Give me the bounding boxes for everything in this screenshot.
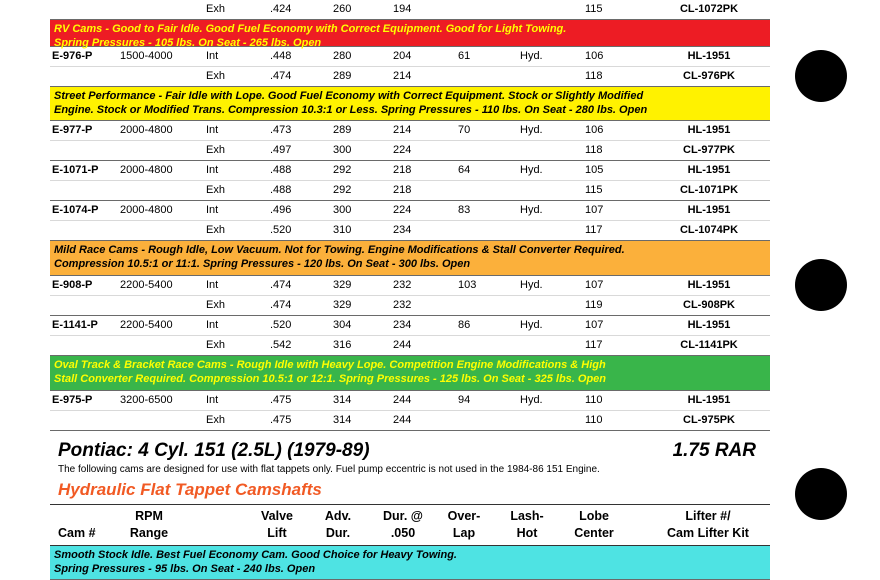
valve-type-cell: Int bbox=[206, 124, 219, 136]
valve-lift-cell: .475 bbox=[270, 414, 292, 426]
valve-type-cell: Exh bbox=[206, 144, 225, 156]
header-adv bbox=[318, 508, 358, 542]
valve-lift-cell: .488 bbox=[270, 164, 292, 176]
valve-type-cell: Int bbox=[206, 394, 219, 406]
advertised-duration-cell: 316 bbox=[333, 339, 352, 351]
group-rv bbox=[50, 47, 770, 87]
binder-hole bbox=[795, 259, 847, 311]
advertised-duration-cell: 289 bbox=[333, 124, 352, 136]
advertised-duration-cell: 314 bbox=[333, 394, 352, 406]
valve-type-cell: Exh bbox=[206, 299, 225, 311]
band-smooth-stock bbox=[50, 546, 770, 580]
lifter-kit-cell: CL-1141PK bbox=[680, 339, 738, 351]
advertised-duration-cell: 300 bbox=[333, 144, 352, 156]
overlap-cell: 86 bbox=[458, 319, 471, 331]
cam-number-cell: E-975-P bbox=[52, 394, 93, 406]
header-line: Adv. bbox=[324, 509, 352, 523]
table-row bbox=[50, 391, 770, 411]
valve-type-cell: Int bbox=[206, 279, 219, 291]
cam-number-cell: E-977-P bbox=[52, 124, 93, 136]
valve-lift-cell: .520 bbox=[270, 319, 292, 331]
lash-cell: Hyd. bbox=[520, 50, 543, 62]
valve-lift-cell: .542 bbox=[270, 339, 292, 351]
header-line: Cam Lifter Kit bbox=[667, 526, 749, 540]
advertised-duration-cell: 300 bbox=[333, 204, 352, 216]
header-line: Dur. bbox=[325, 526, 351, 540]
duration-at-050-cell: 194 bbox=[393, 3, 412, 15]
table-row bbox=[50, 411, 770, 431]
valve-lift-cell: .424 bbox=[270, 3, 292, 15]
duration-at-050-cell: 232 bbox=[393, 279, 412, 291]
valve-lift-cell: .488 bbox=[270, 184, 292, 196]
advertised-duration-cell: 260 bbox=[333, 3, 352, 15]
rpm-range-cell: 2000-4800 bbox=[120, 164, 173, 176]
table-row bbox=[50, 121, 770, 141]
band-rv-cams bbox=[50, 20, 770, 47]
band-line-1: Smooth Stock Idle. Best Fuel Economy Cam. Good Choice for Heavy Towing. bbox=[54, 549, 457, 561]
lobe-center-cell: 118 bbox=[585, 70, 603, 82]
lifter-kit-cell: HL-1951 bbox=[687, 164, 731, 176]
lobe-center-cell: 117 bbox=[585, 224, 603, 236]
duration-at-050-cell: 244 bbox=[393, 339, 412, 351]
band-line-2: Engine. Stock or Modified Trans. Compression 10.3:1 or Less. Spring Pressures - 110 lbs. On Seat - 280 lbs. Open bbox=[54, 103, 648, 116]
lifter-kit-cell: HL-1951 bbox=[687, 124, 731, 136]
lobe-center-cell: 119 bbox=[585, 299, 603, 311]
table-row bbox=[50, 316, 770, 336]
table-row bbox=[50, 276, 770, 296]
lobe-center-cell: 106 bbox=[585, 124, 604, 136]
table-row bbox=[50, 336, 770, 356]
overlap-cell: 70 bbox=[458, 124, 471, 136]
band-line-1: Mild Race Cams - Rough Idle, Low Vacuum. Not for Towing. Engine Modifications & Stall Converter Required. bbox=[54, 244, 625, 256]
band-line-1: Oval Track & Bracket Race Cams - Rough Idle with Heavy Lope. Competition Engine Modifications & High bbox=[54, 359, 606, 371]
cam-spec-sheet bbox=[50, 0, 770, 580]
advertised-duration-cell: 292 bbox=[333, 184, 352, 196]
lifter-kit-cell: HL-1951 bbox=[687, 204, 731, 216]
header-dur bbox=[375, 508, 431, 542]
overlap-cell: 103 bbox=[458, 279, 477, 291]
group-top bbox=[50, 0, 770, 20]
valve-type-cell: Exh bbox=[206, 339, 225, 351]
lobe-center-cell: 115 bbox=[585, 184, 603, 196]
valve-lift-cell: .474 bbox=[270, 70, 292, 82]
group-oval bbox=[50, 391, 770, 431]
lobe-center-cell: 105 bbox=[585, 164, 604, 176]
band-street-performance bbox=[50, 87, 770, 121]
rpm-range-cell: 2200-5400 bbox=[120, 319, 173, 331]
lobe-center-cell: 106 bbox=[585, 50, 604, 62]
header-cam: Cam # bbox=[58, 526, 96, 540]
header-line: RPM bbox=[135, 509, 163, 523]
header-rpm bbox=[122, 508, 176, 542]
table-row bbox=[50, 161, 770, 181]
rocker-ratio: 1.75 RAR bbox=[672, 440, 756, 461]
rpm-range-cell: 2000-4800 bbox=[120, 124, 173, 136]
engine-section-title bbox=[50, 440, 770, 464]
header-lifter bbox=[646, 508, 770, 542]
cam-number-cell: E-908-P bbox=[52, 279, 93, 291]
lobe-center-cell: 107 bbox=[585, 319, 604, 331]
cam-number-cell: E-1074-P bbox=[52, 204, 99, 216]
valve-lift-cell: .475 bbox=[270, 394, 292, 406]
table-row bbox=[50, 0, 770, 20]
lifter-kit-cell: CL-1074PK bbox=[679, 224, 739, 236]
band-line-2: Compression 10.5:1 or 11:1. Spring Pressures - 120 lbs. On Seat - 300 lbs. Open bbox=[54, 257, 471, 270]
band-line-2: Stall Converter Required. Compression 10.5:1 or 12:1. Spring Pressures - 125 lbs. On Seat - 325 lbs. Open bbox=[54, 372, 607, 385]
band-line-2: Spring Pressures - 95 lbs. On Seat - 240 lbs. Open bbox=[54, 562, 316, 575]
header-overlap bbox=[442, 508, 486, 542]
lash-cell: Hyd. bbox=[520, 319, 543, 331]
header-line: Valve bbox=[261, 509, 293, 523]
binder-hole bbox=[795, 50, 847, 102]
lobe-center-cell: 107 bbox=[585, 279, 604, 291]
camshaft-type-heading: Hydraulic Flat Tappet Camshafts bbox=[58, 480, 322, 499]
header-line: Center bbox=[574, 526, 614, 540]
valve-lift-cell: .474 bbox=[270, 299, 292, 311]
valve-lift-cell: .496 bbox=[270, 204, 292, 216]
lobe-center-cell: 118 bbox=[585, 144, 603, 156]
valve-lift-cell: .497 bbox=[270, 144, 292, 156]
duration-at-050-cell: 204 bbox=[393, 50, 412, 62]
engine-note: The following cams are designed for use with flat tappets only. Fuel pump eccentric is not used in the 1984-86 151 Engine. bbox=[58, 464, 600, 475]
header-line: Hot bbox=[516, 526, 538, 540]
header-line: Over- bbox=[447, 509, 481, 523]
lifter-kit-cell: CL-976PK bbox=[683, 70, 735, 82]
header-line: Lobe bbox=[579, 509, 609, 523]
lifter-kit-cell: HL-1951 bbox=[687, 394, 731, 406]
duration-at-050-cell: 218 bbox=[393, 164, 412, 176]
group-mild bbox=[50, 276, 770, 356]
lash-cell: Hyd. bbox=[520, 124, 543, 136]
duration-at-050-cell: 224 bbox=[393, 144, 412, 156]
band-line-1: Street Performance - Fair Idle with Lope. Good Fuel Economy with Correct Equipment. Stock or Slightly Modified bbox=[54, 90, 644, 102]
duration-at-050-cell: 244 bbox=[393, 394, 412, 406]
valve-lift-cell: .448 bbox=[270, 50, 292, 62]
lifter-kit-cell: CL-975PK bbox=[683, 414, 735, 426]
duration-at-050-cell: 214 bbox=[393, 124, 412, 136]
duration-at-050-cell: 224 bbox=[393, 204, 412, 216]
duration-at-050-cell: 218 bbox=[393, 184, 412, 196]
lash-cell: Hyd. bbox=[520, 164, 543, 176]
valve-lift-cell: .520 bbox=[270, 224, 292, 236]
engine-name: Pontiac: 4 Cyl. 151 (2.5L) (1979-89) bbox=[58, 440, 370, 461]
valve-type-cell: Int bbox=[206, 164, 219, 176]
valve-type-cell: Exh bbox=[206, 70, 225, 82]
rpm-range-cell: 2200-5400 bbox=[120, 279, 173, 291]
table-row bbox=[50, 67, 770, 87]
advertised-duration-cell: 329 bbox=[333, 279, 352, 291]
header-line: Lifter #/ bbox=[685, 509, 731, 523]
duration-at-050-cell: 234 bbox=[393, 224, 412, 236]
header-line: Dur. @ bbox=[383, 509, 423, 523]
header-lift bbox=[252, 508, 302, 542]
valve-type-cell: Exh bbox=[206, 184, 225, 196]
table-row bbox=[50, 221, 770, 241]
lash-cell: Hyd. bbox=[520, 394, 543, 406]
lobe-center-cell: 115 bbox=[585, 3, 603, 15]
lifter-kit-cell: HL-1951 bbox=[687, 50, 731, 62]
advertised-duration-cell: 310 bbox=[333, 224, 352, 236]
lifter-kit-cell: HL-1951 bbox=[687, 279, 731, 291]
band-oval-track bbox=[50, 356, 770, 391]
lifter-kit-cell: CL-1071PK bbox=[679, 184, 739, 196]
valve-type-cell: Int bbox=[206, 319, 219, 331]
table-row bbox=[50, 296, 770, 316]
overlap-cell: 64 bbox=[458, 164, 471, 176]
advertised-duration-cell: 280 bbox=[333, 50, 352, 62]
table-row bbox=[50, 47, 770, 67]
advertised-duration-cell: 289 bbox=[333, 70, 352, 82]
cam-number-cell: E-976-P bbox=[52, 50, 93, 62]
cam-number-cell: E-1141-P bbox=[52, 319, 98, 331]
lash-cell: Hyd. bbox=[520, 204, 543, 216]
rpm-range-cell: 2000-4800 bbox=[120, 204, 173, 216]
duration-at-050-cell: 234 bbox=[393, 319, 412, 331]
cam-number-cell: E-1071-P bbox=[52, 164, 99, 176]
valve-type-cell: Int bbox=[206, 204, 219, 216]
lifter-kit-cell: CL-977PK bbox=[683, 144, 735, 156]
header-line: .050 bbox=[390, 526, 416, 540]
binder-hole bbox=[795, 468, 847, 520]
lobe-center-cell: 110 bbox=[585, 414, 603, 426]
valve-type-cell: Exh bbox=[206, 3, 225, 15]
duration-at-050-cell: 214 bbox=[393, 70, 412, 82]
rpm-range-cell: 3200-6500 bbox=[120, 394, 173, 406]
header-line: Range bbox=[129, 526, 169, 540]
table-header bbox=[50, 504, 770, 546]
lobe-center-cell: 110 bbox=[585, 394, 603, 406]
header-line: Lift bbox=[267, 526, 287, 540]
overlap-cell: 83 bbox=[458, 204, 471, 216]
table-row bbox=[50, 181, 770, 201]
lifter-kit-cell: CL-1072PK bbox=[679, 3, 739, 15]
advertised-duration-cell: 314 bbox=[333, 414, 352, 426]
duration-at-050-cell: 232 bbox=[393, 299, 412, 311]
valve-lift-cell: .473 bbox=[270, 124, 292, 136]
duration-at-050-cell: 244 bbox=[393, 414, 412, 426]
group-street bbox=[50, 121, 770, 241]
rpm-range-cell: 1500-4000 bbox=[120, 50, 173, 62]
valve-type-cell: Exh bbox=[206, 224, 225, 236]
band-line-1: RV Cams - Good to Fair Idle. Good Fuel Economy with Correct Equipment. Good for Light Towing. bbox=[54, 23, 567, 35]
valve-lift-cell: .474 bbox=[270, 279, 292, 291]
lash-cell: Hyd. bbox=[520, 279, 543, 291]
header-line: Lash- bbox=[510, 509, 544, 523]
overlap-cell: 94 bbox=[458, 394, 471, 406]
band-mild-race bbox=[50, 241, 770, 276]
lobe-center-cell: 117 bbox=[585, 339, 603, 351]
table-row bbox=[50, 201, 770, 221]
band-line-2: Spring Pressures - 105 lbs. On Seat - 265 lbs. Open bbox=[54, 36, 322, 49]
header-lobe bbox=[566, 508, 622, 542]
overlap-cell: 61 bbox=[458, 50, 471, 62]
lifter-kit-cell: CL-908PK bbox=[683, 299, 735, 311]
valve-type-cell: Int bbox=[206, 50, 219, 62]
header-lash bbox=[505, 508, 549, 542]
advertised-duration-cell: 304 bbox=[333, 319, 352, 331]
lifter-kit-cell: HL-1951 bbox=[687, 319, 731, 331]
header-line: Lap bbox=[452, 526, 476, 540]
advertised-duration-cell: 329 bbox=[333, 299, 352, 311]
advertised-duration-cell: 292 bbox=[333, 164, 352, 176]
valve-type-cell: Exh bbox=[206, 414, 225, 426]
table-row bbox=[50, 141, 770, 161]
lobe-center-cell: 107 bbox=[585, 204, 604, 216]
